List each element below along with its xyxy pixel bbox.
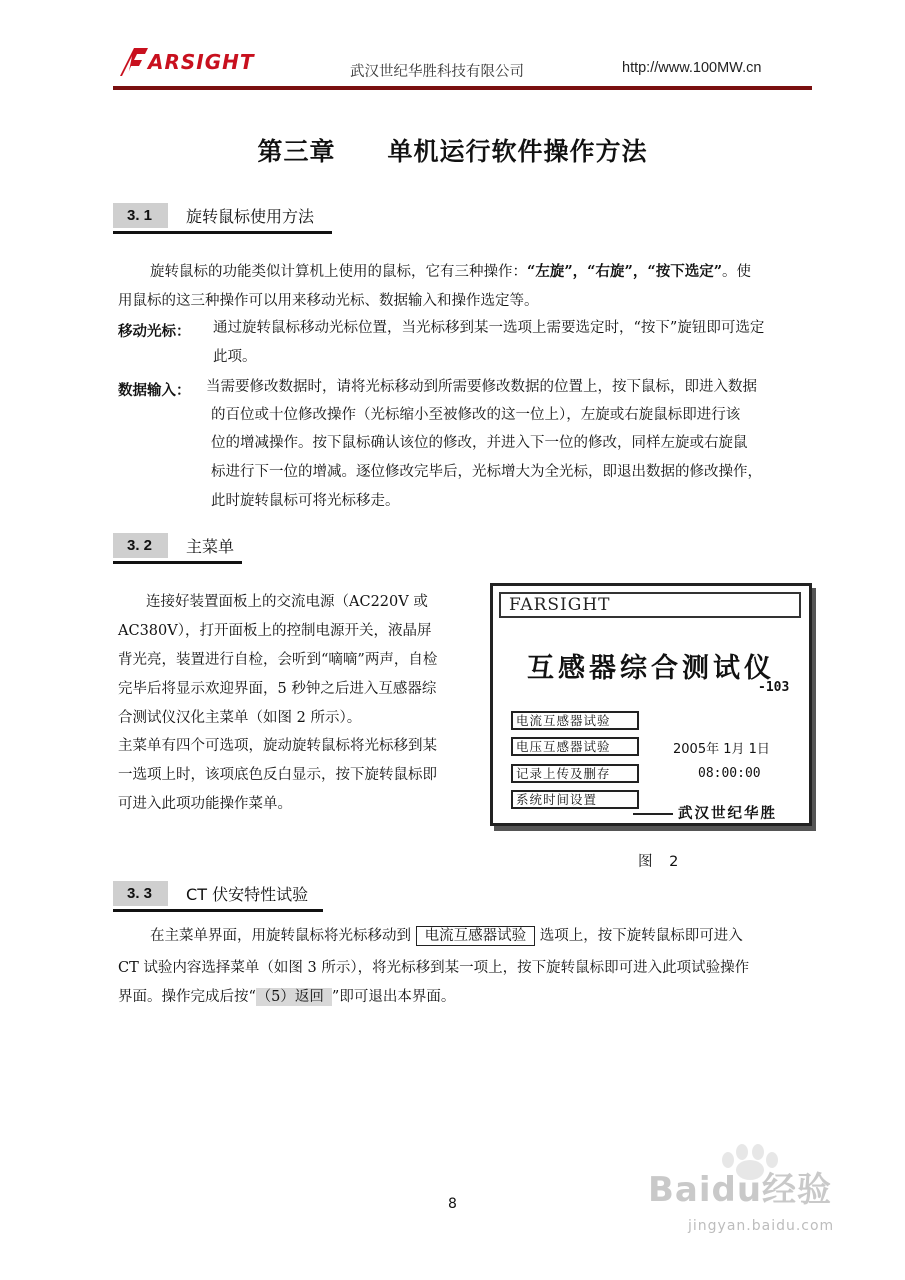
paragraph-line: CT 试验内容选择菜单（如图 3 所示），将光标移到某一项上，按下旋转鼠标即可进入此项试验操作 <box>118 960 750 976</box>
screen-date: 2005年 1月 1日 <box>673 742 770 757</box>
chapter-number: 第三章 <box>257 137 336 166</box>
farsight-logo <box>118 46 255 78</box>
inline-return-key-reference: （5）返回 <box>256 988 332 1006</box>
paragraph-line: 主菜单有四个可选项，旋动旋转鼠标将光标移到某 <box>118 738 437 754</box>
menu-item-records[interactable]: 记录上传及删存 <box>511 764 639 783</box>
paragraph-line: 用鼠标的这三种操作可以用来移动光标、数据输入和操作选定等。 <box>118 293 539 309</box>
text-run: ”即可退出本界面。 <box>331 989 456 1005</box>
text-run: 。使 <box>722 264 752 280</box>
screen-model: -103 <box>758 680 790 695</box>
section-number: 3. 2 <box>113 533 168 558</box>
device-screen-figure <box>490 583 812 826</box>
paragraph-line: 的百位或十位修改操作（光标缩小至被修改的这一位上），左旋或右旋鼠标即进行该 <box>211 407 741 423</box>
header-website: http://www.100MW.cn <box>622 60 762 76</box>
logo-text: ARSIGHT <box>148 50 255 74</box>
text-run: 在主菜单界面，用旋转鼠标将光标移动到 <box>150 928 411 944</box>
figure-caption: 图 2 <box>638 854 685 870</box>
section-header-3-3 <box>113 878 308 908</box>
paragraph-line: 完毕后将显示欢迎界面，5 秒钟之后进入互感器综 <box>118 681 437 697</box>
paragraph-line: 当需要修改数据时，请将光标移动到所需要修改数据的位置上，按下鼠标，即进入数据 <box>206 379 757 395</box>
section-number: 3. 1 <box>113 203 168 228</box>
screen-brand: FARSIGHT <box>499 592 801 618</box>
header-company: 武汉世纪华胜科技有限公司 <box>350 64 524 80</box>
menu-item-ct-test[interactable]: 电流互感器试验 <box>511 711 639 730</box>
paragraph-line: 通过旋转鼠标移动光标位置，当光标移到某一选项上需要选定时，“按下”旋钮即可选定 <box>213 320 765 336</box>
paragraph-line: 合测试仪汉化主菜单（如图 2 所示）。 <box>118 710 362 726</box>
paragraph-line: 可进入此项功能操作菜单。 <box>118 796 292 812</box>
section-underline <box>113 231 332 234</box>
section-title: 旋转鼠标使用方法 <box>186 206 315 226</box>
paragraph-line <box>150 256 751 288</box>
section-underline <box>113 561 242 564</box>
text-run: 界面。操作完成后按“ <box>118 989 256 1005</box>
section-title: CT 伏安特性试验 <box>186 884 309 904</box>
section-number: 3. 3 <box>113 881 168 906</box>
screen-company: 武汉世纪华胜 <box>678 805 777 822</box>
section-title: 主菜单 <box>186 536 235 556</box>
farsight-logo-icon <box>118 46 152 78</box>
paragraph-line: AC380V），打开面板上的控制电源开关，液晶屏 <box>118 623 432 639</box>
section-header-3-2 <box>113 530 234 560</box>
page-number: 8 <box>448 1196 457 1212</box>
paragraph-line: 此项。 <box>213 349 257 365</box>
watermark-url: jingyan.baidu.com <box>688 1218 835 1234</box>
header-divider <box>113 86 812 90</box>
term-label-data-input: 数据输入： <box>118 383 191 399</box>
paragraph-line: 背光亮，装置进行自检，会听到“嘀嘀”两声，自检 <box>118 652 438 668</box>
screen-time: 08:00:00 <box>698 766 761 781</box>
watermark-brand: Baidu经验 <box>648 1170 833 1210</box>
text-run-bold: “左旋”，“右旋”，“按下选定” <box>527 263 723 280</box>
paragraph-line: 标进行下一位的增减。逐位修改完毕后，光标增大为全光标，即退出数据的修改操作， <box>211 464 762 480</box>
inline-ct-menu-reference: 电流互感器试验 <box>416 926 536 946</box>
screen-title: 互感器综合测试仪 <box>527 653 775 684</box>
screen-divider <box>633 813 673 815</box>
paragraph-line <box>118 982 455 1013</box>
paragraph-line: 连接好装置面板上的交流电源（AC220V 或 <box>146 594 428 610</box>
paragraph-line: 位的增减操作。按下鼠标确认该位的修改，并进入下一位的修改，同样左旋或右旋鼠 <box>211 435 748 451</box>
chapter-title <box>0 132 905 168</box>
menu-item-system-time[interactable]: 系统时间设置 <box>511 790 639 809</box>
menu-item-pt-test[interactable]: 电压互感器试验 <box>511 737 639 756</box>
text-run: 旋转鼠标的功能类似计算机上使用的鼠标，它有三种操作： <box>150 264 527 280</box>
paragraph-line: 一选项上时，该项底色反白显示，按下旋转鼠标即 <box>118 767 437 783</box>
paragraph-line <box>150 921 743 952</box>
section-underline <box>113 909 323 912</box>
text-run: 选项上，按下旋转鼠标即可进入 <box>539 928 743 944</box>
term-label-move-cursor: 移动光标： <box>118 324 191 340</box>
chapter-name: 单机运行软件操作方法 <box>387 137 648 166</box>
paragraph-line: 此时旋转鼠标可将光标移走。 <box>211 493 400 509</box>
section-header-3-1 <box>113 200 314 230</box>
